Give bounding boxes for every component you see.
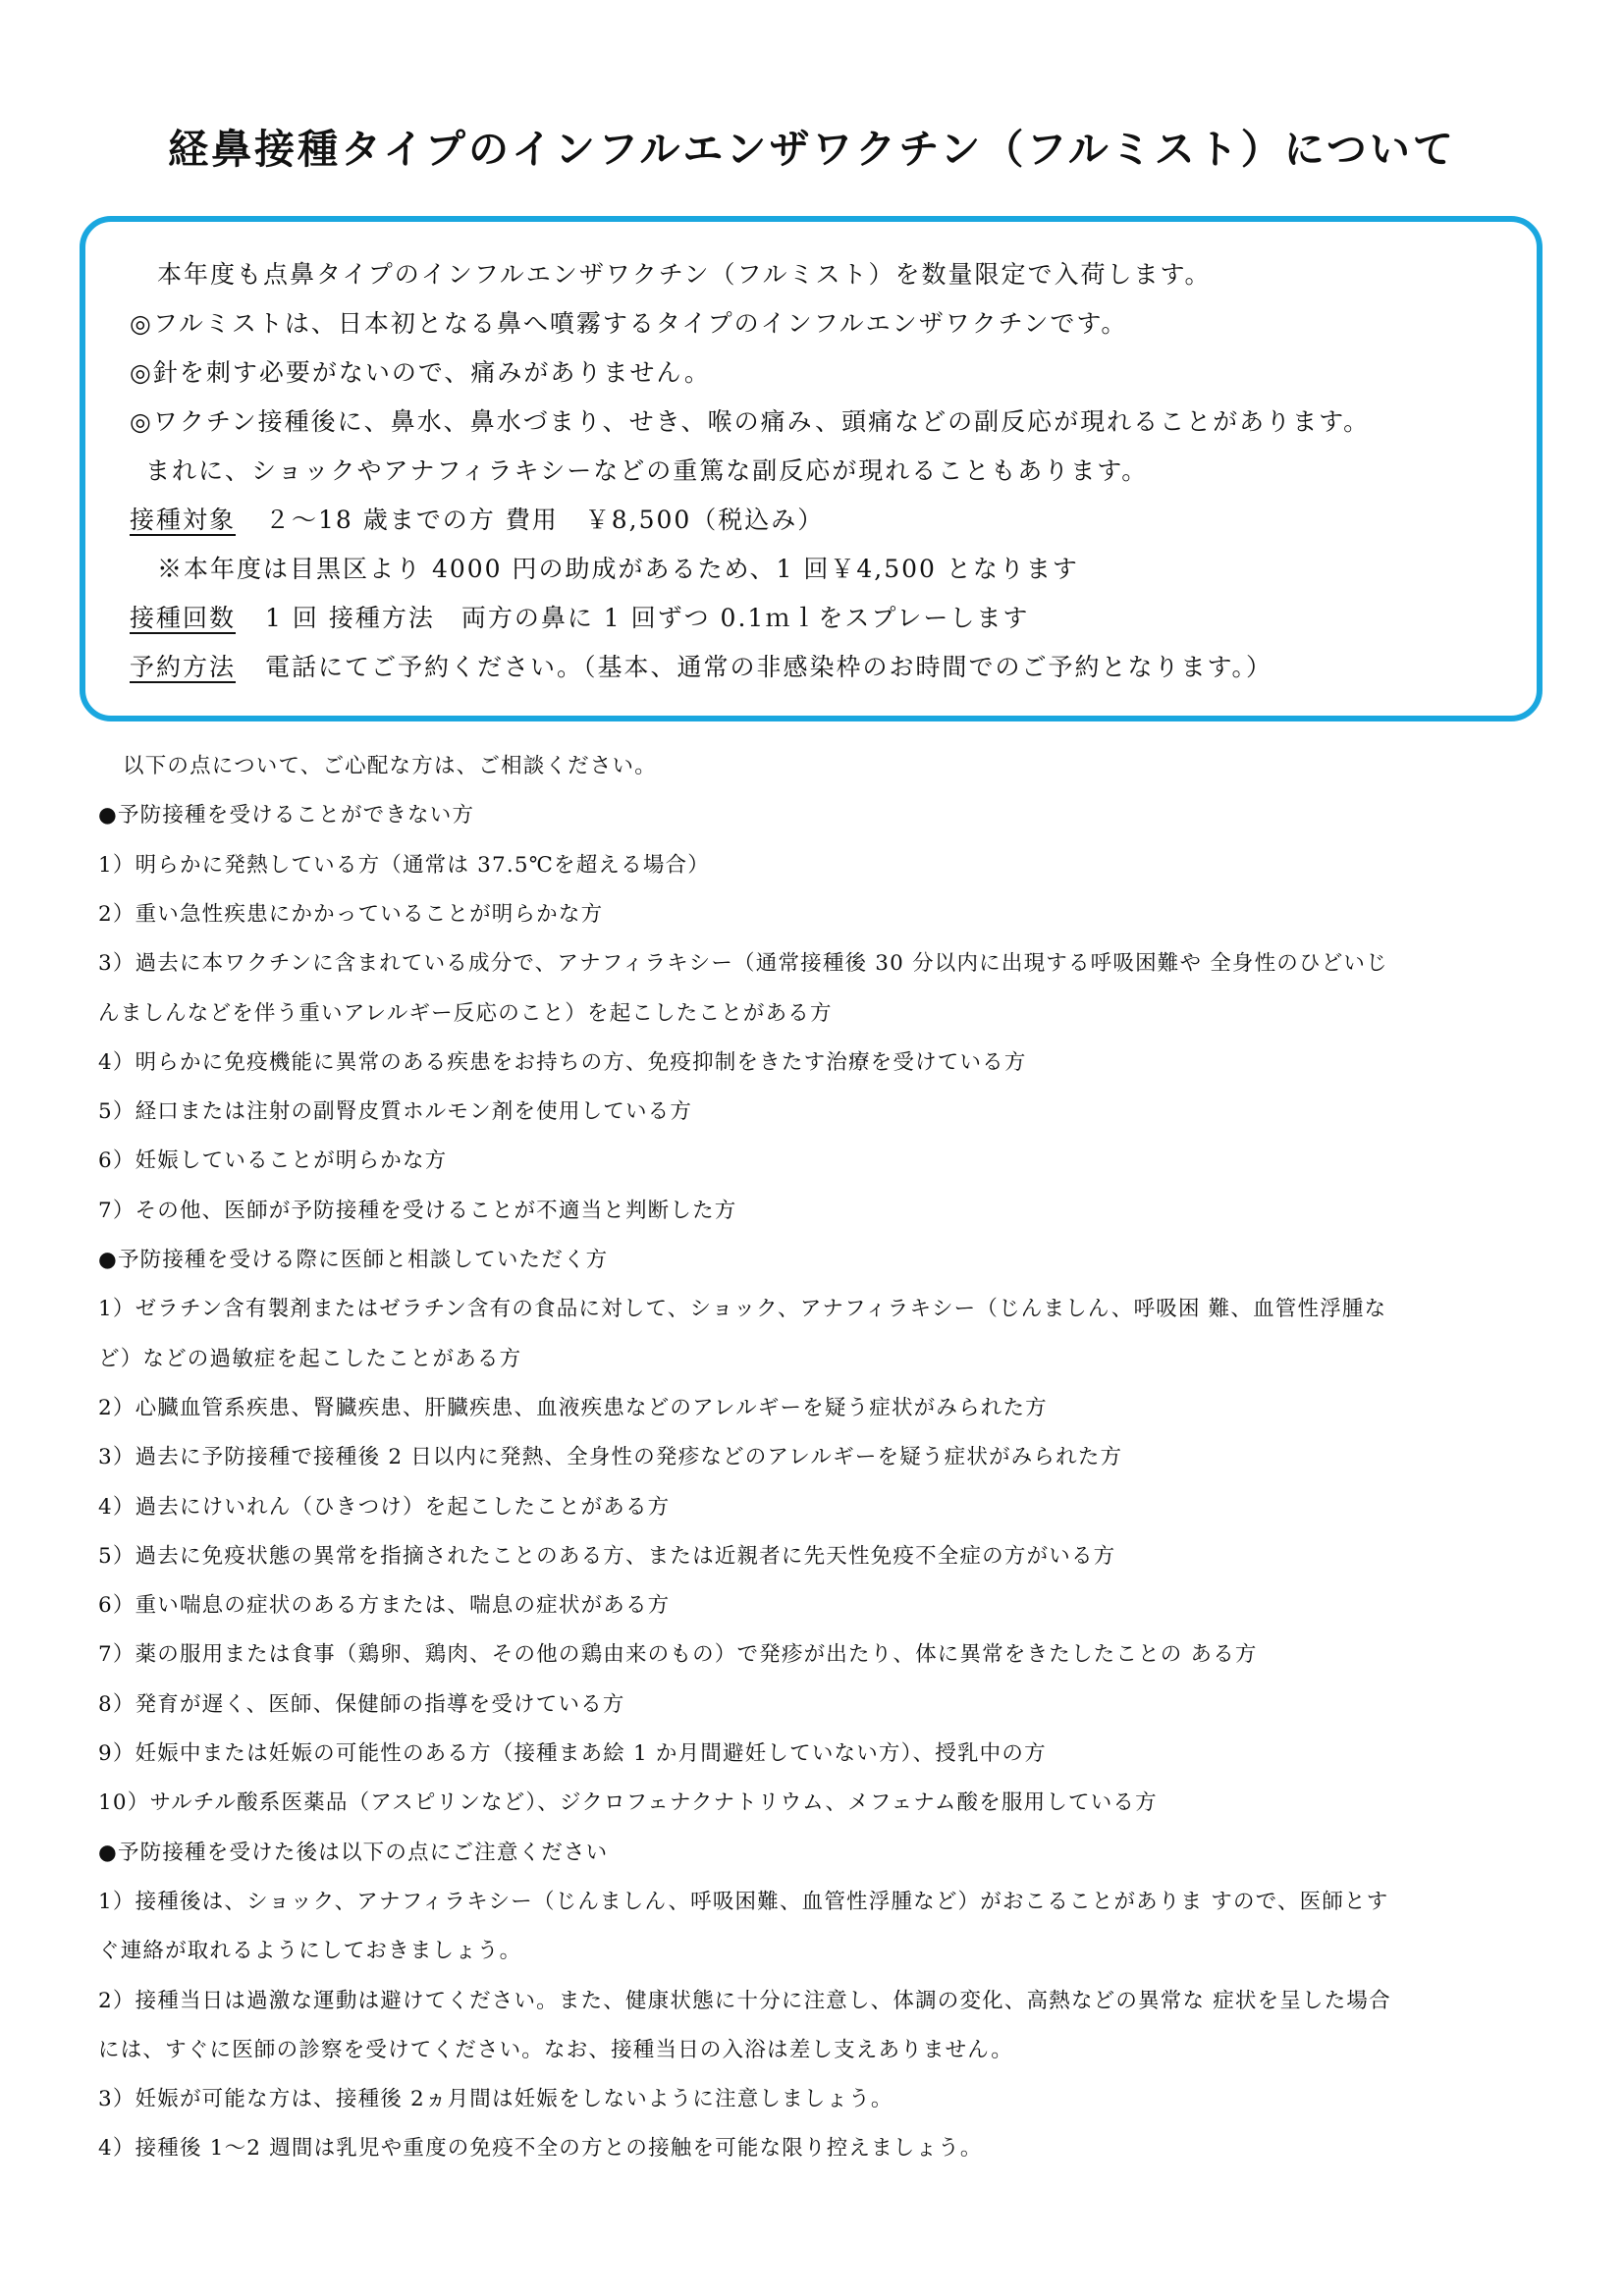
list-item: 3）妊娠が可能な方は、接種後 2ヵ月間は妊娠をしないように注意しましょう。 xyxy=(98,2087,893,2111)
list-item: 7）薬の服用または食事（鶏卵、鶏肉、その他の鶏由来のもの）で発疹が出たり、体に異常をきたしたことの ある方 xyxy=(98,1642,1258,1667)
count-value: 1 回 接種方法 両方の鼻に 1 回ずつ 0.1ｍｌをスプレーします xyxy=(265,604,1030,632)
count-label: 接種回数 xyxy=(130,604,237,632)
section-heading: ●予防接種を受けた後は以下の点にご注意ください xyxy=(98,1841,609,1865)
list-item: 8）発育が遅く、医師、保健師の指導を受けている方 xyxy=(98,1692,625,1717)
list-item: 2）心臓血管系疾患、腎臓疾患、肝臓疾患、血液疾患などのアレルギーを疑う症状がみられた方 xyxy=(98,1396,1048,1420)
box-subsidy: ※本年度は目黒区より 4000 円の助成があるため、1 回￥4,500 となります xyxy=(157,555,1079,583)
box-count-row xyxy=(130,601,1029,636)
box-note-side-effects: ◎ワクチン接種後に、鼻水、鼻水づまり、せき、喉の痛み、頭痛などの副反応が現れることがあります。 xyxy=(130,407,1371,436)
list-item: 10）サルチル酸系医薬品（アスピリンなど）、ジクロフェナクナトリウム、メフェナム酸を服用している方 xyxy=(98,1790,1158,1815)
box-note-nasal: ◎フルミストは、日本初となる鼻へ噴霧するタイプのインフルエンザワクチンです。 xyxy=(130,309,1128,338)
list-item: ど）などの過敏症を起こしたことがある方 xyxy=(98,1347,522,1371)
list-item: 2）接種当日は過激な運動は避けてください。また、健康状態に十分に注意し、体調の変化、高熱などの異常な 症状を呈した場合 xyxy=(98,1989,1391,2013)
list-item: 1）接種後は、ショック、アナフィラキシー（じんましん、呼吸困難、血管性浮腫など）がおこることがありま すので、医師とす xyxy=(98,1890,1389,1914)
target-value: ２～18 歳までの方 費用 ￥8,500（税込み） xyxy=(265,506,825,534)
list-item: んましんなどを伴う重いアレルギー反応のこと）を起こしたことがある方 xyxy=(98,1001,833,1026)
reserve-value: 電話にてご予約ください。（基本、通常の非感染枠のお時間でのご予約となります。） xyxy=(265,653,1273,681)
target-label: 接種対象 xyxy=(130,506,237,534)
list-item: 1）明らかに発熱している方（通常は 37.5℃を超える場合） xyxy=(98,853,710,878)
page-title: 経鼻接種タイプのインフルエンザワクチン（フルミスト）について xyxy=(168,126,1456,173)
list-item: 3）過去に予防接種で接種後 2 日以内に発熱、全身性の発疹などのアレルギーを疑う症状がみられた方 xyxy=(98,1445,1123,1469)
list-item: ぐ連絡が取れるようにしておきましょう。 xyxy=(98,1939,522,1963)
list-item: 2）重い急性疾患にかかっていることが明らかな方 xyxy=(98,902,604,927)
list-item: 4）過去にけいれん（ひきつけ）を起こしたことがある方 xyxy=(98,1495,671,1520)
list-item: 6）重い喘息の症状のある方または、喘息の症状がある方 xyxy=(98,1593,671,1618)
list-item: 4）明らかに免疫機能に異常のある疾患をお持ちの方、免疫抑制をきたす治療を受けている方 xyxy=(98,1050,1027,1075)
list-item: 5）経口または注射の副腎皮質ホルモン剤を使用している方 xyxy=(98,1099,693,1124)
list-item: 1）ゼラチン含有製剤またはゼラチン含有の食品に対して、ショック、アナフィラキシー（じんましん、呼吸困 難、血管性浮腫な xyxy=(98,1297,1387,1321)
box-note-no-needle: ◎針を刺す必要がないので、痛みがありません。 xyxy=(130,358,711,387)
list-item: には、すぐに医師の診察を受けてください。なお、接種当日の入浴は差し支えありません。 xyxy=(98,2038,1013,2062)
list-item: 7）その他、医師が予防接種を受けることが不適当と判断した方 xyxy=(98,1199,737,1223)
list-item: 4）接種後 1～2 週間は乳児や重度の免疫不全の方との接触を可能な限り控えましょう。 xyxy=(98,2136,983,2161)
list-item: 6）妊娠していることが明らかな方 xyxy=(98,1148,448,1173)
box-reserve-row xyxy=(130,650,1272,685)
list-item: 5）過去に免疫状態の異常を指摘されたことのある方、または近親者に先天性免疫不全症の方がいる方 xyxy=(98,1544,1116,1569)
section-heading: ●予防接種を受けることができない方 xyxy=(98,803,475,828)
list-item: 3）過去に本ワクチンに含まれている成分で、アナフィラキシー（通常接種後 30 分以内に出現する呼吸困難や 全身性のひどいじ xyxy=(98,951,1388,976)
list-item: 以下の点について、ご心配な方は、ご相談ください。 xyxy=(123,754,657,778)
box-intro: 本年度も点鼻タイプのインフルエンザワクチン（フルミスト）を数量限定で入荷します。 xyxy=(157,260,1212,289)
section-heading: ●予防接種を受ける際に医師と相談していただく方 xyxy=(98,1248,609,1272)
list-item: 9）妊娠中または妊娠の可能性のある方（接種まあ絵 1 か月間避妊していない方）、授乳中の方 xyxy=(98,1741,1047,1766)
box-target-row xyxy=(130,503,824,538)
reserve-label: 予約方法 xyxy=(130,653,237,681)
box-note-serious: まれに、ショックやアナフィラキシーなどの重篤な副反応が現れることもあります。 xyxy=(145,456,1149,485)
